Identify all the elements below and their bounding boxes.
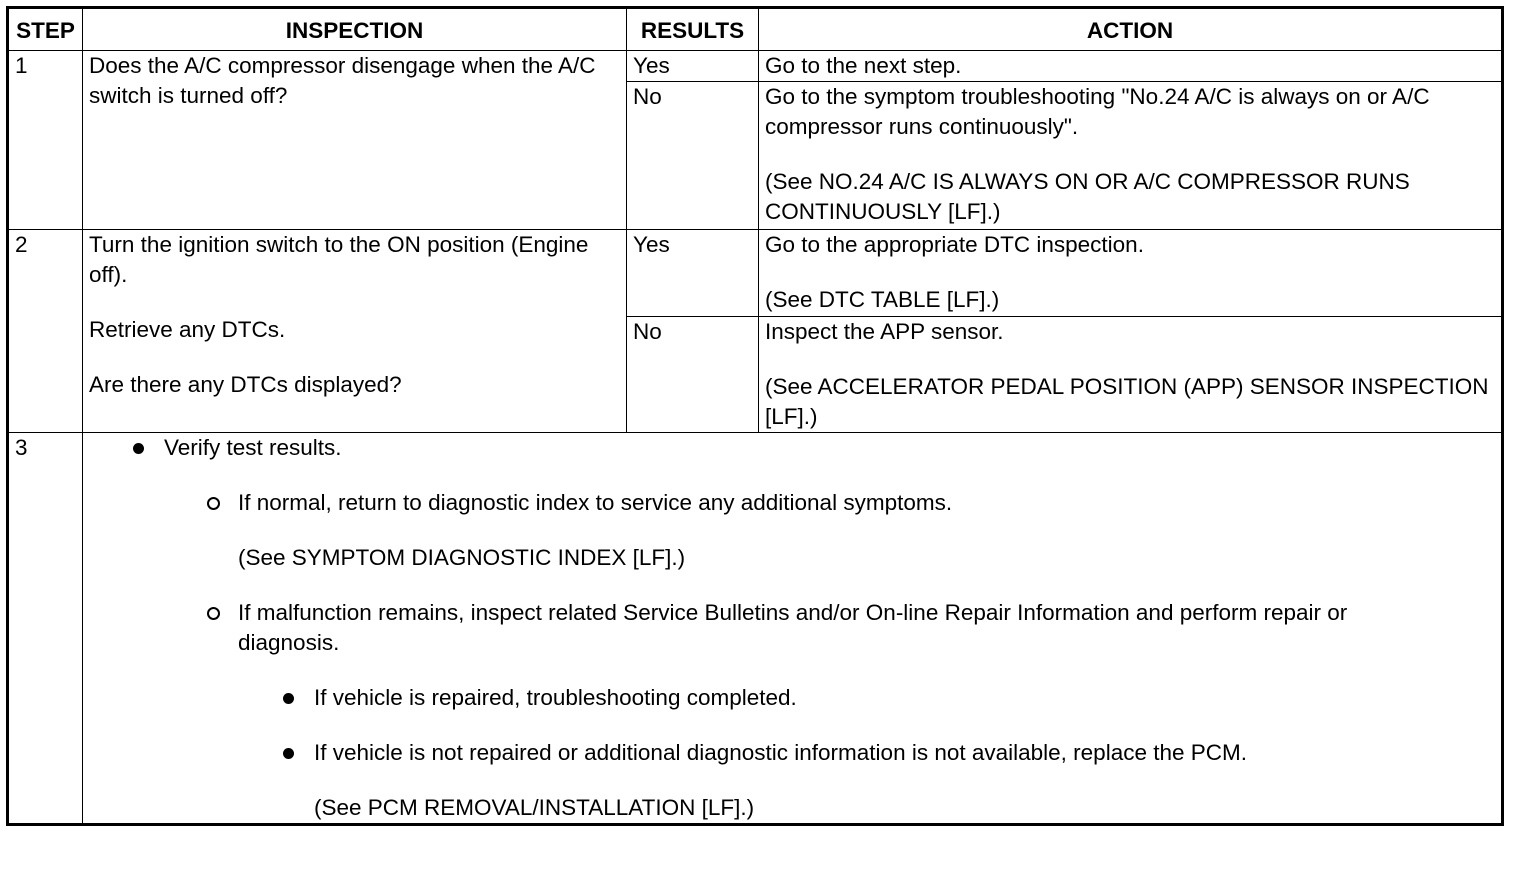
filled-bullet-icon xyxy=(283,748,294,759)
step-2-inspection xyxy=(83,230,627,433)
bullet-item xyxy=(89,738,1495,768)
header-step: STEP xyxy=(8,8,83,51)
header-row xyxy=(8,8,1503,51)
action-text: Go to the symptom troubleshooting "No.24 A/C is always on or A/C compressor runs continuously". xyxy=(765,84,1430,139)
step-1-inspection xyxy=(83,51,627,230)
step-1-action-no xyxy=(759,82,1503,230)
reference-text: (See NO.24 A/C IS ALWAYS ON OR A/C COMPRESSOR RUNS CONTINUOUSLY [LF].) xyxy=(765,169,1410,224)
reference-text: (See SYMPTOM DIAGNOSTIC INDEX [LF].) xyxy=(238,545,686,570)
inspection-text: Does the A/C compressor disengage when the A/C switch is turned off? xyxy=(89,53,596,108)
bullet-item xyxy=(89,433,1495,463)
step-1-result-no: No xyxy=(627,82,759,230)
step-1-result-yes: Yes xyxy=(627,51,759,82)
header-results: RESULTS xyxy=(627,8,759,51)
table-row xyxy=(8,433,1503,825)
inspection-text: Turn the ignition switch to the ON position (Engine off). xyxy=(89,232,589,287)
header-action: ACTION xyxy=(759,8,1503,51)
bullet-text: If malfunction remains, inspect related Service Bulletins and/or On-line Repair Information and perform repair or diagnosis. xyxy=(238,600,1348,655)
inspection-text: Are there any DTCs displayed? xyxy=(89,372,402,397)
action-text: Inspect the APP sensor. xyxy=(765,319,1004,344)
hollow-bullet-icon xyxy=(207,497,220,510)
table-row xyxy=(8,51,1503,82)
step-2-result-no: No xyxy=(627,317,759,433)
reference-text: (See ACCELERATOR PEDAL POSITION (APP) SENSOR INSPECTION [LF].) xyxy=(765,374,1489,429)
step-2-action-yes xyxy=(759,230,1503,317)
inspection-text: Retrieve any DTCs. xyxy=(89,317,286,342)
bullet-text: If vehicle is not repaired or additional diagnostic information is not available, replace the PCM. xyxy=(314,740,1248,765)
step-2-action-no xyxy=(759,317,1503,433)
bullet-item xyxy=(89,598,1495,658)
action-text: Go to the appropriate DTC inspection. xyxy=(765,232,1144,257)
reference-text: (See DTC TABLE [LF].) xyxy=(765,287,1000,312)
step-number-1: 1 xyxy=(8,51,83,230)
action-text: Go to the next step. xyxy=(765,53,962,78)
reference-text: (See PCM REMOVAL/INSTALLATION [LF].) xyxy=(314,795,755,820)
filled-bullet-icon xyxy=(133,443,144,454)
step-2-result-yes: Yes xyxy=(627,230,759,317)
bullet-text: If normal, return to diagnostic index to service any additional symptoms. xyxy=(238,490,953,515)
step-number-3: 3 xyxy=(8,433,83,825)
bullet-item xyxy=(89,488,1495,518)
table-row xyxy=(8,230,1503,317)
bullet-text: If vehicle is repaired, troubleshooting completed. xyxy=(314,685,797,710)
step-3-content xyxy=(83,433,1503,825)
step-number-2: 2 xyxy=(8,230,83,433)
filled-bullet-icon xyxy=(283,693,294,704)
header-inspection: INSPECTION xyxy=(83,8,627,51)
bullet-item xyxy=(89,683,1495,713)
step-1-action-yes xyxy=(759,51,1503,82)
hollow-bullet-icon xyxy=(207,607,220,620)
bullet-text: Verify test results. xyxy=(164,435,342,460)
troubleshooting-table xyxy=(6,6,1504,826)
